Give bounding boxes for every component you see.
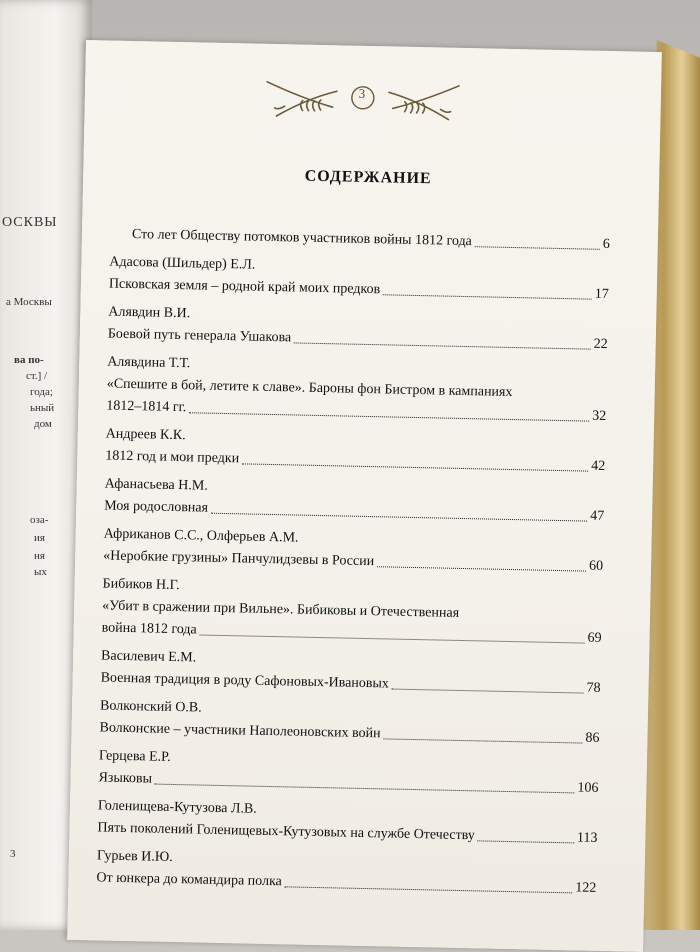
- toc-author: Василевич Е.М.: [100, 648, 197, 666]
- left-page-fragment: ьный: [30, 402, 55, 414]
- toc-author: Алявдина Т.Т.: [107, 354, 191, 372]
- left-page-fragment: года;: [30, 386, 53, 398]
- left-page-fragment: ст.] /: [26, 370, 48, 382]
- toc-page-number: 86: [585, 730, 600, 746]
- dot-leader: [383, 294, 592, 299]
- toc-page-number: 22: [593, 336, 608, 352]
- left-page-fragment: 3: [10, 848, 16, 860]
- left-page-fragment: оза-: [30, 514, 49, 526]
- toc-entry: [99, 695, 600, 749]
- toc-entry: [101, 573, 602, 649]
- toc-entry: [104, 473, 605, 527]
- toc-author: Алявдин В.И.: [108, 304, 191, 322]
- toc-author: Гурьев И.Ю.: [96, 848, 173, 865]
- toc-entry-title: Моя родословная: [104, 498, 209, 516]
- toc-entry-title: война 1812 года: [101, 620, 197, 638]
- toc-author: Адасова (Шильдер) Е.Л.: [109, 254, 256, 273]
- dot-leader: [200, 635, 585, 644]
- toc-entry-title: 1812 год и мои предки: [105, 448, 240, 467]
- toc-author: Африканов С.С., Олферьев А.М.: [103, 526, 299, 546]
- toc-entry-title: 1812–1814 гг.: [106, 398, 187, 416]
- page-title: СОДЕРЖАНИЕ: [304, 167, 432, 188]
- toc-entry-title: Псковская земля – родной край моих предков: [108, 276, 381, 298]
- toc-page-number: 122: [575, 880, 597, 896]
- left-page-fragment: ня: [34, 550, 45, 562]
- dot-leader: [242, 463, 588, 471]
- toc-entry-title: Языковы: [98, 770, 153, 787]
- toc-entry: [105, 424, 606, 478]
- toc-author: Герцева Е.Р.: [98, 748, 171, 765]
- left-page-fragment: а Москвы: [6, 296, 52, 308]
- toc-author: Андреев К.К.: [105, 426, 186, 444]
- toc-entry-title: Волконские – участники Наполеоновских войн: [99, 720, 381, 742]
- toc-entry-title: Сто лет Обществу потомков участников войны 1812 года: [131, 227, 473, 250]
- toc-entry-title: Пять поколений Голенищевых-Кутузовых на службе Отечеству: [97, 820, 475, 844]
- toc-page-number: 69: [587, 630, 602, 646]
- left-page-fragment: ых: [34, 566, 47, 578]
- toc-entry: [106, 352, 607, 428]
- toc-entry-title: «Неробкие грузины» Панчулидзевы в России: [103, 548, 375, 570]
- dot-leader: [189, 412, 589, 421]
- toc-page-number: 17: [594, 286, 609, 303]
- toc-author: Голенищева-Кутузова Л.В.: [97, 798, 257, 817]
- dot-leader: [211, 513, 587, 522]
- toc-line: [132, 224, 610, 256]
- toc-page-number: 32: [592, 408, 607, 424]
- dot-leader: [285, 886, 573, 893]
- toc-entry-title: «Спешите в бой, летите к славе». Бароны фон Бистром в кампаниях: [106, 376, 513, 401]
- dot-leader: [383, 738, 582, 743]
- left-page-fragment: дом: [34, 418, 52, 430]
- left-page-fragment: ОСКВЫ: [2, 215, 58, 230]
- dot-leader: [475, 246, 600, 250]
- toc-author: Волконский О.В.: [99, 698, 202, 716]
- toc-entry: [108, 302, 609, 356]
- toc-entry-title: Боевой путь генерала Ушакова: [107, 326, 292, 346]
- toc-page-number: 78: [586, 680, 601, 696]
- toc-page-number: 113: [576, 830, 598, 846]
- dot-leader: [294, 342, 591, 349]
- toc-page-number: 47: [589, 508, 605, 524]
- page-number: 3: [358, 85, 366, 101]
- toc-entry: [109, 252, 610, 306]
- toc-entry: [97, 795, 598, 849]
- toc-page-number: 106: [577, 780, 599, 796]
- dot-leader: [392, 689, 584, 694]
- toc-entry: [98, 745, 599, 799]
- toc-entry-title: «Убит в сражении при Вильне». Бибиковы и Отечественная: [101, 598, 460, 621]
- toc-author: Бибиков Н.Г.: [102, 576, 180, 594]
- toc-entry-title: От юнкера до командира полка: [96, 870, 282, 890]
- dot-leader: [478, 840, 574, 843]
- toc-entry-title: Военная традиция в роду Сафоновых-Ивановых: [100, 670, 390, 692]
- left-page-fragment: ия: [34, 532, 45, 544]
- toc-page-number: 60: [588, 558, 604, 574]
- toc-author: Афанасьева Н.М.: [104, 476, 208, 494]
- dot-leader: [377, 566, 586, 571]
- table-of-contents: [96, 224, 610, 906]
- toc-entry: [110, 224, 610, 256]
- dot-leader: [155, 784, 575, 794]
- toc-page-number: 42: [591, 458, 606, 474]
- toc-page-number: 6: [602, 236, 610, 253]
- toc-entry: [100, 645, 601, 699]
- right-page: [67, 40, 662, 952]
- left-page-fragment: ва по-: [14, 354, 44, 366]
- toc-entry: [103, 523, 604, 577]
- toc-entry: [96, 845, 597, 899]
